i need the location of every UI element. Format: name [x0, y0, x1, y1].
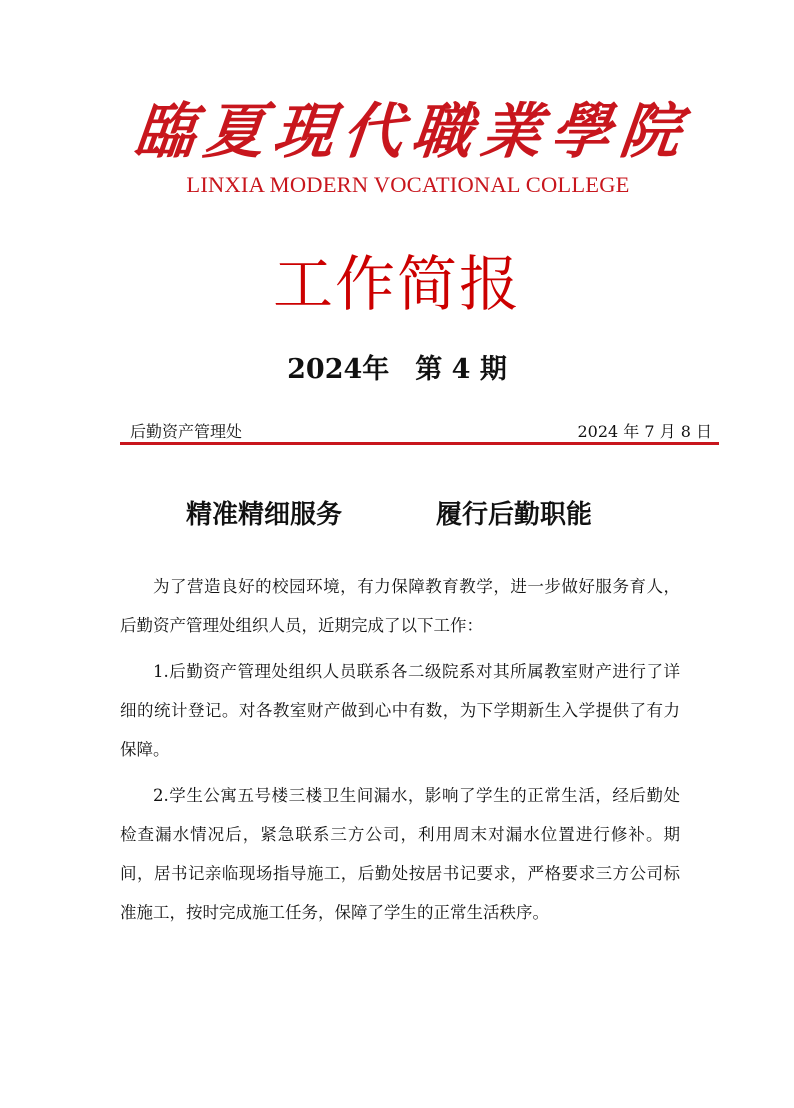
paragraph: 为了营造良好的校园环境，有力保障教育教学，进一步做好服务育人，后勤资产管理处组织人员，近期完成了以下工作：	[120, 577, 680, 635]
paragraph: 1.后勤资产管理处组织人员联系各二级院系对其所属教室财产进行了详细的统计登记。对各教室财产做到心中有数，为下学期新生入学提供了有力保障。	[120, 662, 680, 759]
college-english-name: LINXIA MODERN VOCATIONAL COLLEGE	[186, 172, 630, 197]
department-name: 后勤资产管理处	[130, 422, 243, 441]
issue-number: 第 4 期	[415, 354, 507, 385]
header-divider	[120, 442, 719, 445]
issue-line	[0, 352, 794, 388]
issue-date: 2024 年 7 月 8 日	[577, 422, 712, 441]
paragraph: 2.学生公寓五号楼三楼卫生间漏水，影响了学生的正常生活，经后勤处检查漏水情况后，紧急联系三方公司，利用周末对漏水位置进行修补。期间，居书记亲临现场指导施工，后勤处按居书记要求，严格要求三方公司标准施工，按时完成施工任务，保障了学生的正常生活秩序。	[120, 786, 680, 922]
logo-char: 職	[408, 97, 476, 167]
issue-year: 2024年	[287, 354, 390, 385]
logo-char: 夏	[200, 97, 268, 167]
article-heading-right: 履行后勤职能	[436, 500, 593, 530]
article-body	[120, 567, 680, 939]
logo-char: 院	[616, 97, 684, 167]
bulletin-title: 工作简报	[273, 250, 521, 320]
logo-char: 學	[547, 97, 615, 167]
logo-char: 代	[339, 97, 407, 167]
logo-char: 臨	[131, 97, 199, 167]
article-heading-left: 精准精细服务	[186, 500, 343, 530]
logo-char: 現	[269, 97, 338, 167]
logo-char: 業	[477, 97, 546, 167]
college-logo	[131, 96, 684, 168]
